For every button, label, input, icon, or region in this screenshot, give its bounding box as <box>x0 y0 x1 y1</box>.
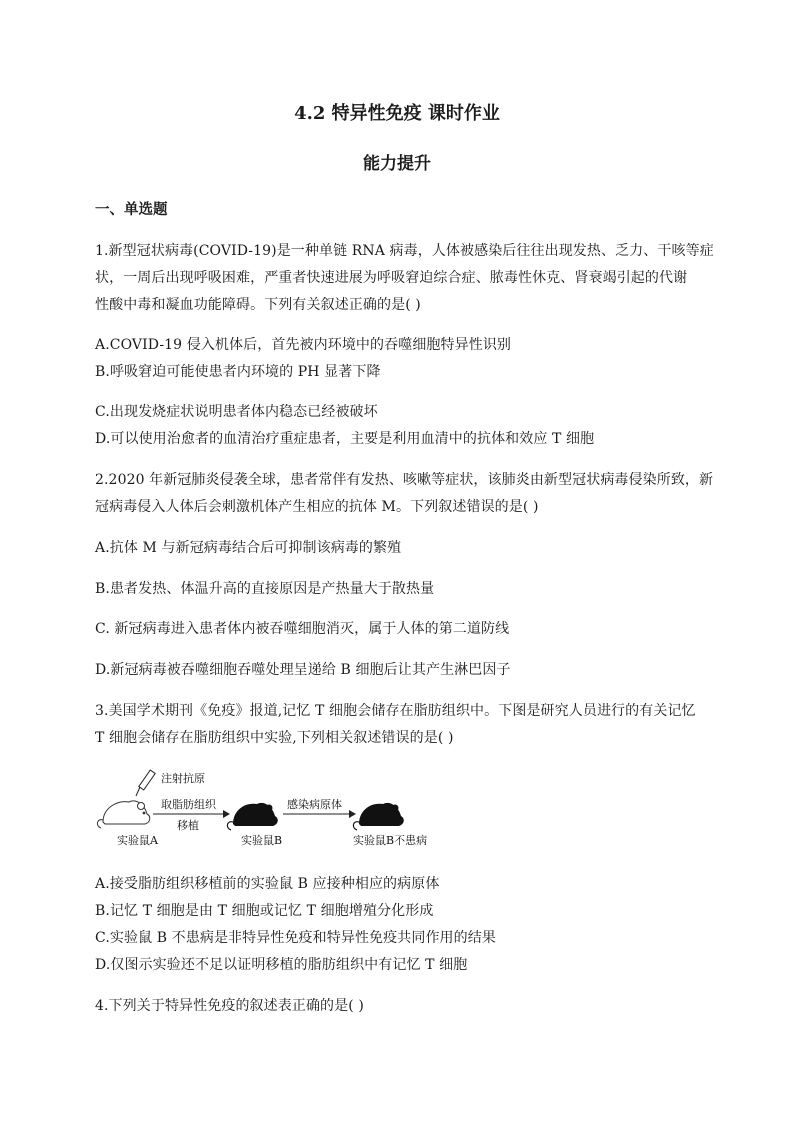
q2-option-d: D.新冠病毒被吞噬细胞吞噬处理呈递给 B 细胞后让其产生淋巴因子 <box>95 662 511 678</box>
inject-antigen-label: 注射抗原 <box>161 772 205 785</box>
step1-top-label: 取脂肪组织 <box>161 798 216 811</box>
q3-option-c: C.实验鼠 B 不患病是非特异性免疫和特异性免疫共同作用的结果 <box>95 930 496 946</box>
black-mouse-icon <box>227 803 277 830</box>
q2-option-a: A.抗体 M 与新冠病毒结合后可抑制该病毒的繁殖 <box>95 540 402 556</box>
black-mouse-icon <box>353 803 403 830</box>
experiment-diagram-svg <box>95 768 435 850</box>
q3-option-d: D.仅图示实验还不足以证明移植的脂肪组织中有记忆 T 细胞 <box>95 957 468 973</box>
q3-stem-line: T 细胞会储存在脂肪组织中实验,下列相关叙述错误的是( ) <box>95 730 454 746</box>
document-subtitle: 能力提升 <box>363 154 431 174</box>
q2-option-b: B.患者发热、体温升高的直接原因是产热量大于散热量 <box>95 581 435 597</box>
q3-option-a: A.接受脂肪组织移植前的实验鼠 B 应接种相应的病原体 <box>95 876 440 892</box>
q1-stem-line: 1.新型冠状病毒(COVID-19)是一种单链 RNA 病毒，人体被感染后往往出现发热、乏力、干咳等症 <box>95 243 714 259</box>
step2-label: 感染病原体 <box>287 798 342 811</box>
q1-option-a: A.COVID-19 侵入机体后，首先被内环境中的吞噬细胞特异性识别 <box>95 337 512 353</box>
q2-stem-line: 冠病毒侵入人体后会刺激机体产生相应的抗体 M。下列叙述错误的是( ) <box>95 499 539 515</box>
mouse-b-label: 实验鼠B <box>241 834 283 847</box>
white-mouse-icon <box>97 801 149 828</box>
q1-stem-line: 状，一周后出现呼吸困难，严重者快速进展为呼吸窘迫综合症、脓毒性休克、肾衰竭引起的代谢 <box>95 270 688 286</box>
q1-option-d: D.可以使用治愈者的血清治疗重症患者，主要是利用血清中的抗体和效应 T 细胞 <box>95 431 595 447</box>
mouse-a-label: 实验鼠A <box>117 834 158 847</box>
q4-stem-line: 4.下列关于特异性免疫的叙述表正确的是( ) <box>95 998 364 1014</box>
syringe-icon <box>136 768 155 796</box>
q1-stem-line: 性酸中毒和凝血功能障碍。下列有关叙述正确的是( ) <box>95 297 421 313</box>
q1-option-c: C.出现发烧症状说明患者体内稳态已经被破坏 <box>95 404 378 420</box>
step1-bottom-label: 移植 <box>177 819 199 832</box>
mouse-b-result-label: 实验鼠B不患病 <box>353 834 428 847</box>
section-heading: 一、单选题 <box>95 201 168 218</box>
q1-option-b: B.呼吸窘迫可能使患者内环境的 PH 显著下降 <box>95 364 381 380</box>
experiment-diagram <box>95 768 435 850</box>
arrow-2 <box>283 810 356 818</box>
document-title: 4.2 特异性免疫 课时作业 <box>294 103 500 124</box>
arrow-1 <box>153 810 230 818</box>
q3-stem-line: 3.美国学术期刊《免疫》报道,记忆 T 细胞会储存在脂肪组织中。下图是研究人员进行的有关记忆 <box>95 703 696 719</box>
q3-option-b: B.记忆 T 细胞是由 T 细胞或记忆 T 细胞增殖分化形成 <box>95 903 434 919</box>
q2-option-c: C. 新冠病毒进入患者体内被吞噬细胞消灭，属于人体的第二道防线 <box>95 621 510 637</box>
q2-stem-line: 2.2020 年新冠肺炎侵袭全球，患者常伴有发热、咳嗽等症状，该肺炎由新型冠状病毒侵染所致，新 <box>95 472 714 488</box>
